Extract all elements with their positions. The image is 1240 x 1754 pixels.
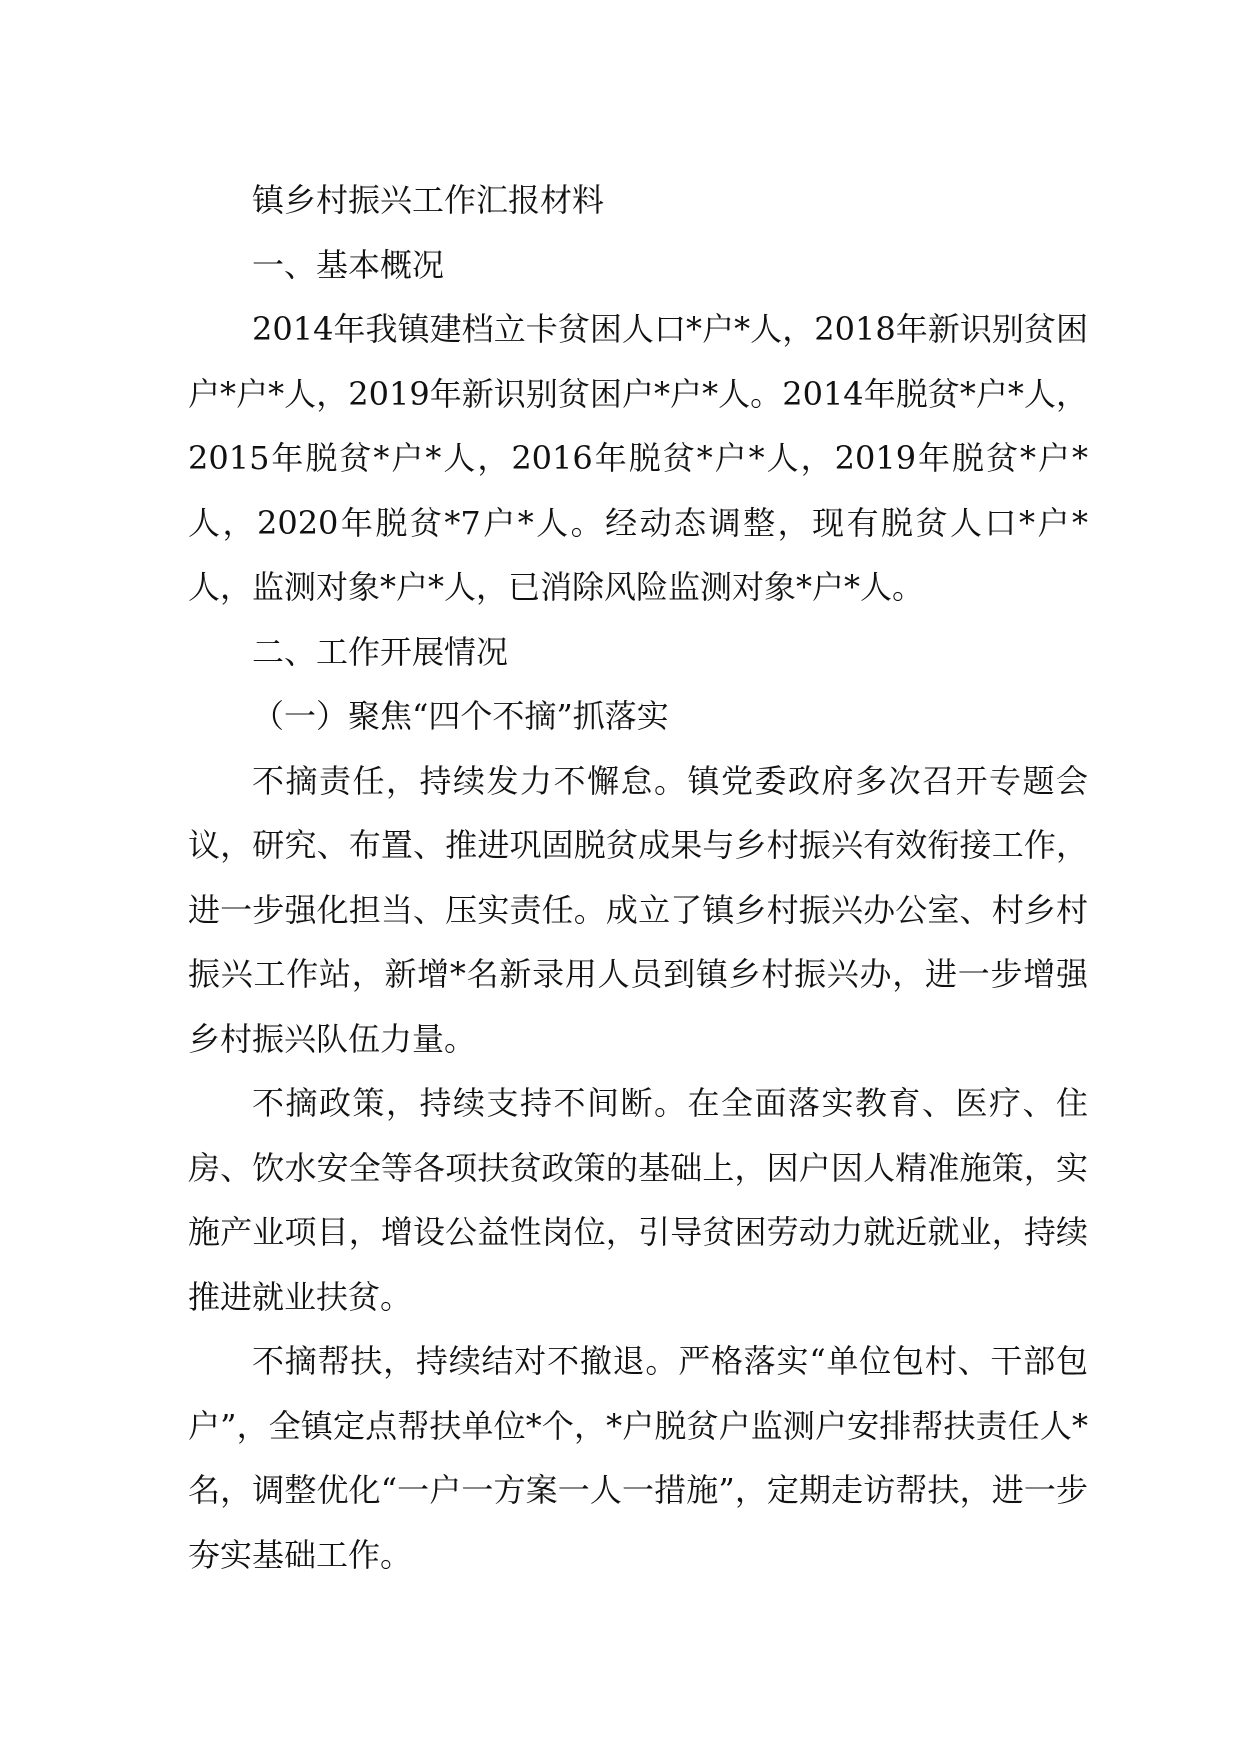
paragraph-assistance: 不摘帮扶，持续结对不撤退。严格落实“单位包村、干部包户”，全镇定点帮扶单位*个，*户脱贫户监测户安排帮扶责任人*名，调整优化“一户一方案一人一措施”，定期走访帮扶，进一步夯实基础工作。 — [188, 1342, 1088, 1574]
section-heading-work-progress: 二、工作开展情况 — [252, 632, 509, 671]
document-page — [188, 168, 1088, 1587]
subsection-heading-four-no-removal: （一）聚焦“四个不摘”抓落实 — [252, 697, 669, 735]
document-title: 镇乡村振兴工作汇报材料 — [252, 181, 605, 219]
paragraph-responsibility: 不摘责任，持续发力不懈怠。镇党委政府多次召开专题会议，研究、布置、推进巩固脱贫成果与乡村振兴有效衔接工作，进一步强化担当、压实责任。成立了镇乡村振兴办公室、村乡村振兴工作站，新增*名新录用人员到镇乡村振兴办，进一步增强乡村振兴队伍力量。 — [188, 761, 1088, 1058]
paragraph-basic-overview: 2014年我镇建档立卡贫困人口*户*人，2018年新识别贫困户*户*人，2019年新识别贫困户*户*人。2014年脱贫*户*人，2015年脱贫*户*人，2016年脱贫*户*人，2019年脱贫*户*人，2020年脱贫*7户*人。经动态调整，现有脱贫人口*户*人，监测对象*户*人，已消除风险监测对象*户*人。 — [188, 310, 1088, 606]
paragraph-policy: 不摘政策，持续支持不间断。在全面落实教育、医疗、住房、饮水安全等各项扶贫政策的基础上，因户因人精准施策，实施产业项目，增设公益性岗位，引导贫困劳动力就近就业，持续推进就业扶贫。 — [188, 1084, 1088, 1316]
section-heading-basic-overview: 一、基本概况 — [252, 245, 445, 284]
